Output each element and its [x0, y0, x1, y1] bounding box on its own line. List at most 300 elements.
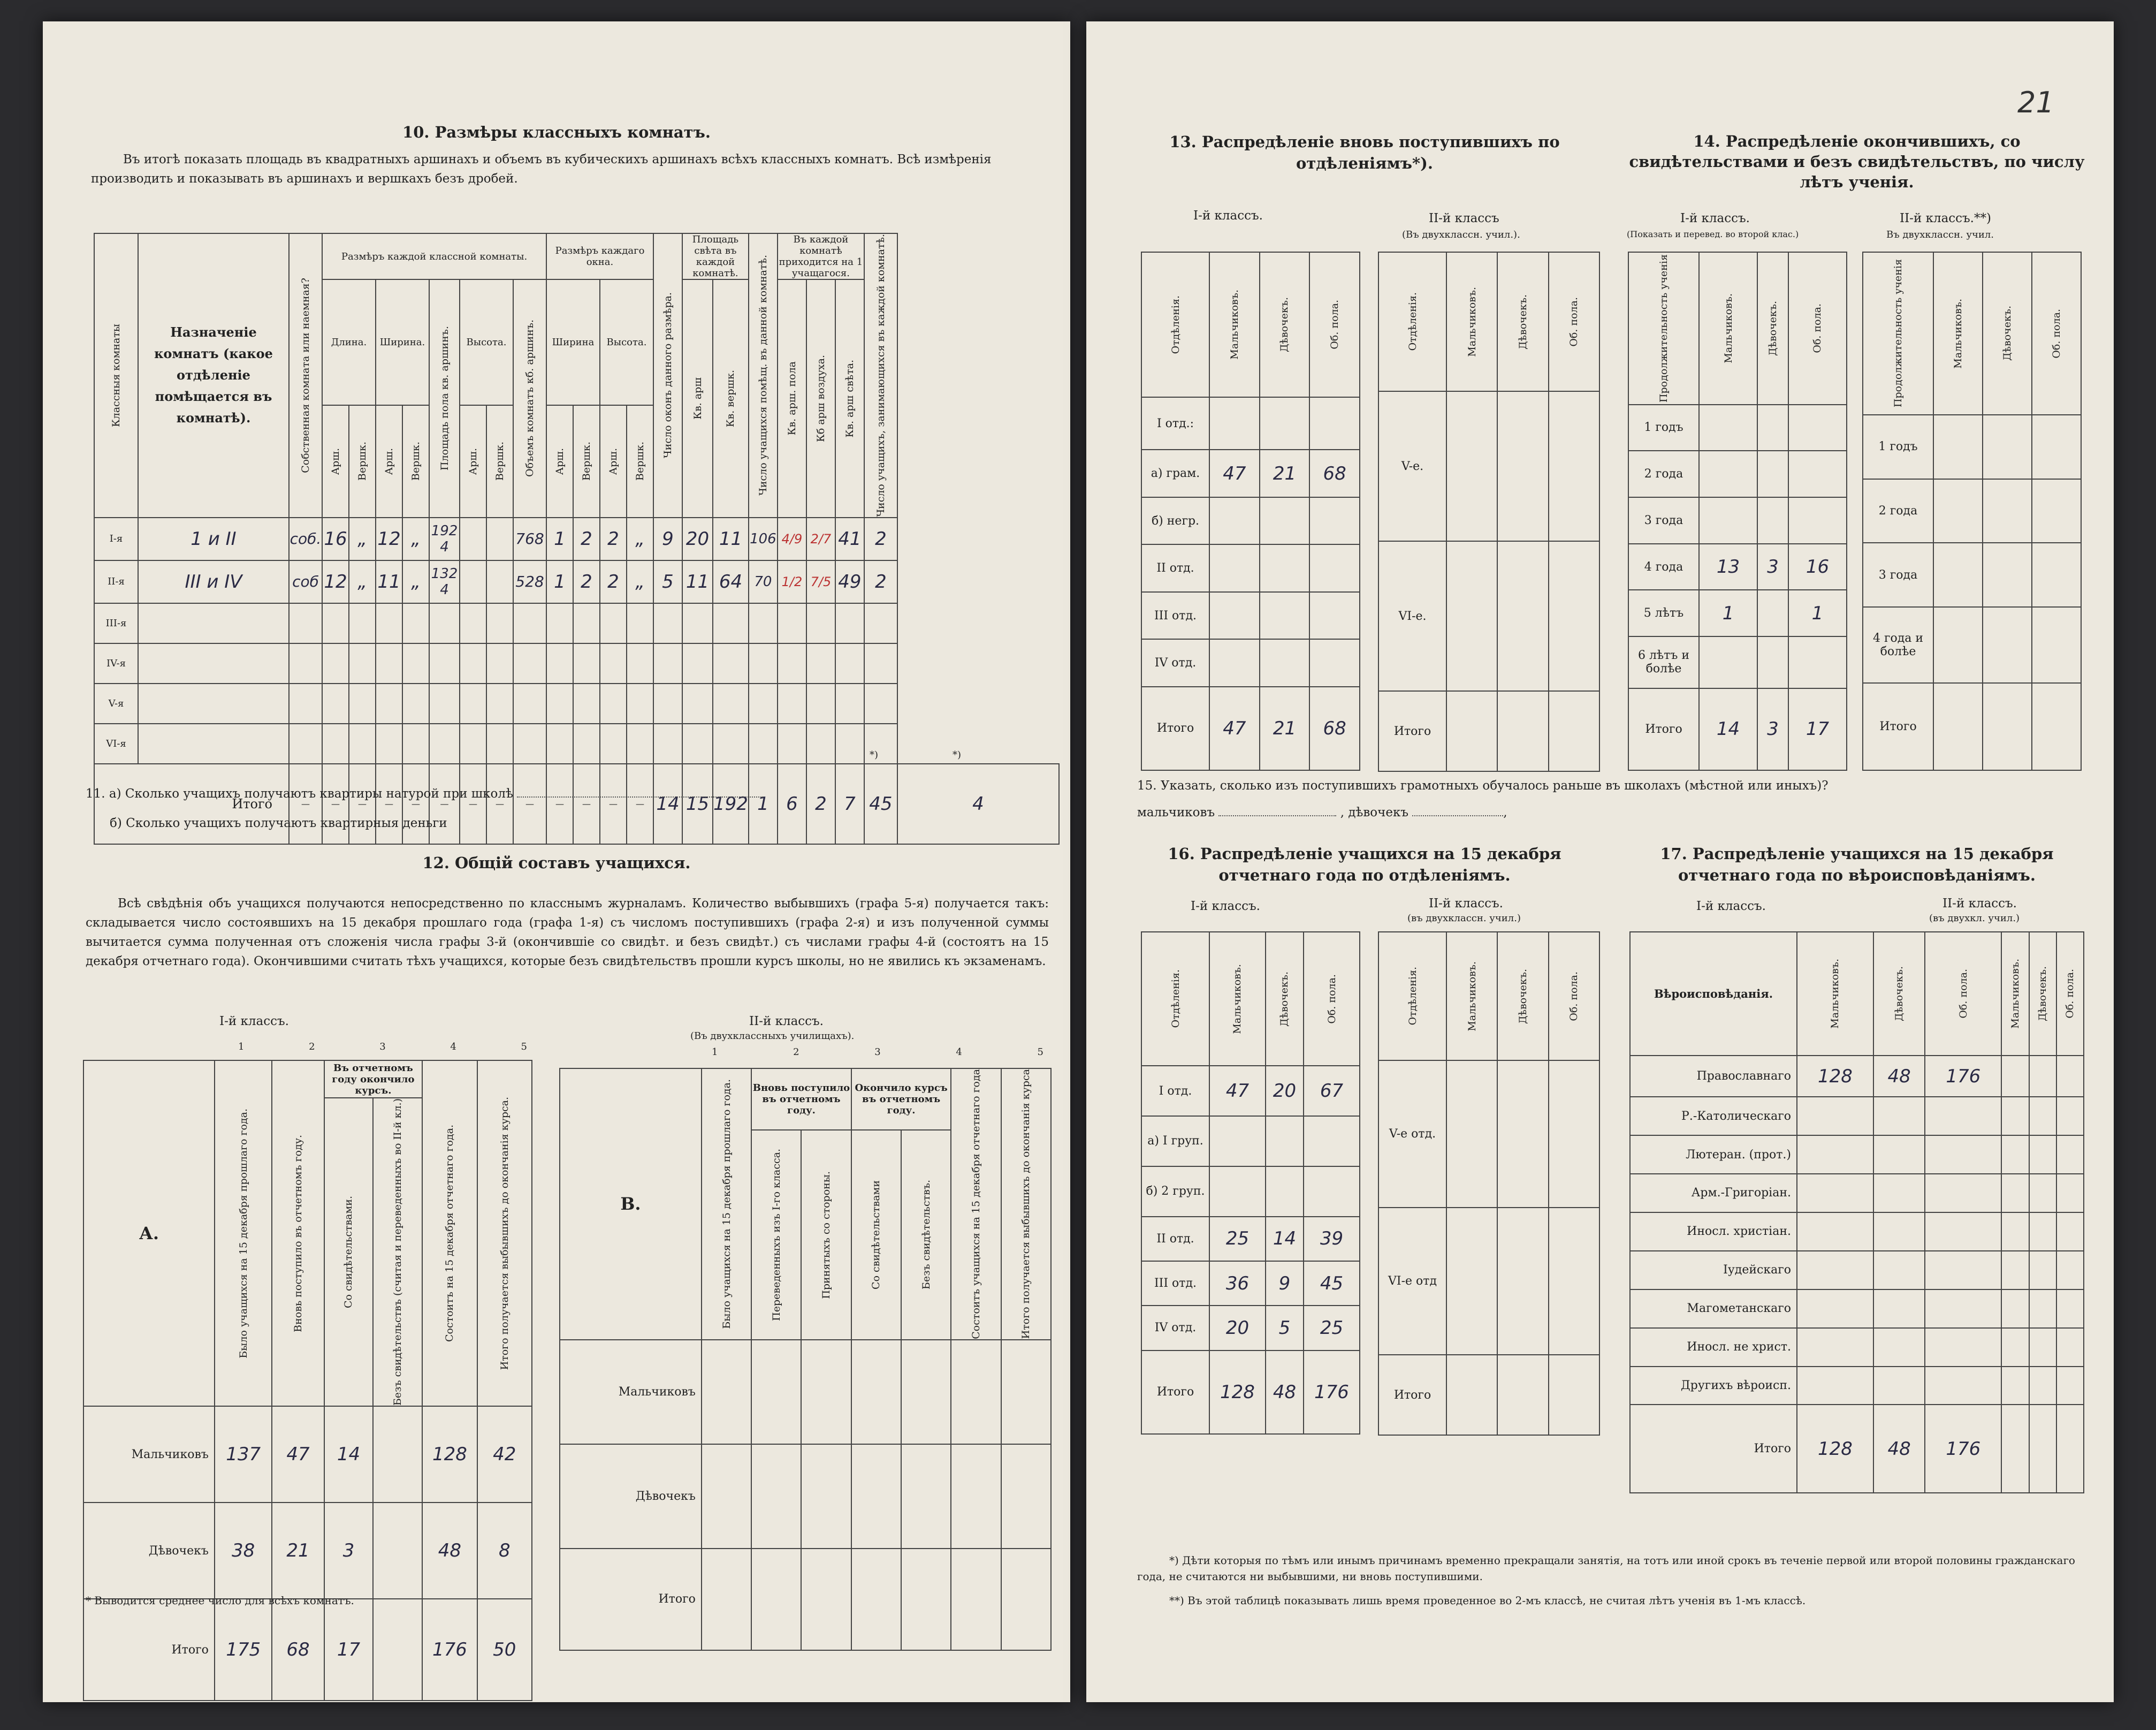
cell-value: 1/2: [778, 560, 806, 603]
total-value: 2: [806, 764, 835, 844]
class-b-table: [559, 1068, 1052, 1651]
col-win-width: Ширина: [546, 279, 600, 405]
total-label: Итого: [94, 764, 289, 844]
s14-class2-sub: Въ двухклассн. учил.: [1886, 229, 1994, 240]
col-purpose: Назначеніе комнатъ (какое отдѣленіе помѣщается въ комнатѣ).: [138, 233, 289, 518]
cell-value: 128: [422, 1406, 477, 1503]
col-per-pupil: Въ каждой комнатѣ приходится на 1 учащагося.: [778, 233, 864, 279]
cell-value: 49: [835, 560, 864, 603]
cell-value: 64: [713, 560, 749, 603]
cell-value: 1: [546, 518, 573, 560]
col-header: Переведенныхъ изъ I-го класса.: [770, 1148, 782, 1321]
s17-table: [1629, 931, 2084, 1493]
col-header: Итого получается выбывшихъ до окончанія курса.: [498, 1096, 511, 1370]
cell-value: 9: [1266, 1261, 1304, 1306]
col-light: Площадь свѣта въ каждой комнатѣ.: [682, 233, 749, 279]
class-b-col-nums: [712, 1046, 1043, 1058]
col-header: Отдѣленія.: [1406, 292, 1419, 351]
col-vershk: Вершк.: [494, 442, 506, 481]
row-label: III отд.: [1141, 1261, 1209, 1306]
left-footnote: * Выводится среднее число для всѣхъ комнатъ.: [86, 1594, 354, 1607]
total-row: Итого — — — — — — — — — — — — — 14 15 192 1 6 2 7 45 4: [94, 764, 1059, 844]
col-pupils-in-room: Число учащихся помѣщ. въ данной комнатѣ.: [757, 255, 769, 496]
cell-value: 47: [1209, 450, 1260, 497]
row-label: II-я: [94, 560, 138, 603]
row-label: III-я: [94, 603, 138, 643]
col-header: Продолжительность ученія: [1892, 259, 1904, 408]
cell-value: 41: [835, 518, 864, 560]
col-num: 3: [874, 1046, 881, 1058]
cell-value: „: [402, 518, 429, 560]
cell-value: 25: [1304, 1306, 1360, 1350]
cell-value: 38: [215, 1503, 272, 1599]
row-label: I отд.:: [1141, 397, 1209, 450]
row-label: 5 лѣтъ: [1628, 590, 1699, 636]
row-label: б) негр.: [1141, 497, 1209, 544]
table-row: [83, 1599, 532, 1701]
cell-value: 21: [1260, 450, 1310, 497]
col-count-pupils: Число учащихъ, занимающихся въ каждой комнатѣ.: [874, 234, 887, 517]
row-label: Дѣвочекъ: [83, 1503, 215, 1599]
col-faith: Вѣроисповѣданія.: [1630, 932, 1797, 1056]
cell-value: 20: [1266, 1066, 1304, 1116]
cell-value: 45: [1304, 1261, 1360, 1306]
section-16-title: 16. Распредѣленіе учащихся на 15 декабря отчетнаго года по отдѣленіямъ.: [1168, 845, 1561, 884]
cell-value: 7/5: [806, 560, 835, 603]
col-header: Принятыхъ со стороны.: [820, 1171, 833, 1299]
cell-value: „: [349, 560, 376, 603]
row-label: II отд.: [1141, 1217, 1209, 1261]
row-label: 1 годъ: [1863, 415, 1933, 479]
col-num: 2: [309, 1041, 315, 1052]
table-row: [560, 1444, 1051, 1549]
col-volume: Объемъ комнатъ кб. аршинъ.: [524, 320, 536, 477]
row-label: 3 года: [1628, 497, 1699, 544]
col-light-kv: Кв. арш свѣта.: [843, 359, 856, 437]
col-header: Дѣвочекъ.: [2037, 966, 2049, 1022]
row-label: II отд.: [1141, 544, 1209, 591]
col-header: Дѣвочекъ.: [1766, 300, 1779, 356]
cell-value: [1209, 1116, 1266, 1166]
s13-class2-sub: (Въ двухклассн. учил.).: [1402, 229, 1520, 240]
col-header: Дѣвочекъ.: [1517, 968, 1529, 1024]
cell-value: 2: [864, 560, 897, 603]
col-header: Безъ свидѣтельствъ.: [920, 1180, 932, 1290]
s14-class1: I-й классъ.: [1680, 211, 1750, 225]
col-header: Дѣвочекъ.: [1278, 297, 1291, 352]
cell-value: [373, 1599, 422, 1701]
s16-class1: I-й классъ.: [1191, 899, 1260, 913]
col-num: 4: [450, 1041, 456, 1052]
row-label: I отд.: [1141, 1066, 1209, 1116]
total-value: 45: [864, 764, 897, 844]
cell-value: 5: [1266, 1306, 1304, 1350]
col-header: Состоитъ на 15 декабря отчетнаго года.: [444, 1125, 456, 1342]
cell-value: 14: [324, 1406, 374, 1503]
total-value: 15: [682, 764, 713, 844]
row-label: Мальчиковъ: [83, 1406, 215, 1503]
s14-table-2: [1862, 252, 2082, 771]
cell-value: [1304, 1116, 1360, 1166]
cell-value: „: [627, 518, 653, 560]
section-13-title: 13. Распредѣленіе вновь поступившихъ по отдѣленіямъ*).: [1169, 133, 1560, 172]
total-value: 1: [749, 764, 778, 844]
row-label: 2 года: [1863, 479, 1933, 543]
cell-value: [1304, 1166, 1360, 1217]
cell-value: [1757, 590, 1788, 636]
cell-value: 11: [682, 560, 713, 603]
cell-value: 70: [749, 560, 778, 603]
col-vershk: Вершк.: [581, 442, 592, 481]
row-label: Итого: [83, 1599, 215, 1701]
cell-value: 39: [1304, 1217, 1360, 1261]
col-header: Было учащихся на 15 декабря прошлаго года.: [720, 1079, 733, 1329]
row-label: Другихъ вѣроисп.: [1630, 1367, 1797, 1405]
cell-value: 14: [1699, 688, 1757, 770]
col-header: Мальчиковъ.: [2009, 959, 2021, 1029]
row-label: Мальчиковъ: [560, 1340, 702, 1444]
rooms-table: [94, 233, 1060, 845]
row-label: Иносл. не христ.: [1630, 1328, 1797, 1367]
class-a-heading: I-й классъ.: [219, 1014, 289, 1028]
section-11-b-text: б) Сколько учащихъ получаютъ квартирныя деньги: [110, 816, 447, 830]
col-header: Отдѣленія.: [1406, 967, 1419, 1026]
cell-value: „: [349, 518, 376, 560]
class-b-subheading: (Въ двухклассныхъ училищахъ).: [690, 1030, 855, 1042]
cell-value: 25: [1209, 1217, 1266, 1261]
cell-value: 68: [1309, 687, 1360, 770]
cell-value: [1266, 1166, 1304, 1217]
row-label: Итого: [1141, 1350, 1209, 1434]
col-header: Мальчиковъ.: [1829, 959, 1841, 1029]
cell-value: 3: [1757, 688, 1788, 770]
col-header: Дѣвочекъ.: [1278, 971, 1291, 1027]
cell-value: 42: [477, 1406, 532, 1503]
row-label: 3 года: [1863, 543, 1933, 607]
col-vershk: Вершк.: [410, 442, 422, 481]
cell-value: [1266, 1116, 1304, 1166]
col-win-size: Размѣръ каждаго окна.: [546, 233, 653, 279]
cell-value: 47: [1209, 1066, 1266, 1116]
cell-value: 13: [1699, 544, 1757, 590]
col-header: Со свидѣтельствами.: [342, 1196, 355, 1309]
s14-table-1: [1628, 252, 1847, 771]
cell-value: 50: [477, 1599, 532, 1701]
cell-value: 4/9: [778, 518, 806, 560]
row-label: Итого: [1378, 1355, 1446, 1435]
class-a-letter: А.: [83, 1060, 215, 1406]
row-label: IV отд.: [1141, 1306, 1209, 1350]
col-header: Мальчиковъ.: [1466, 286, 1478, 357]
col-header: Мальчиковъ.: [1952, 298, 1964, 369]
cell-value: 47: [1209, 687, 1260, 770]
cell-value: 21: [272, 1503, 324, 1599]
right-page: [1086, 21, 2114, 1702]
table-row: [94, 560, 1059, 603]
col-win-height: Высота.: [600, 279, 653, 405]
table-row: [94, 724, 1059, 764]
cell-value: 21: [1260, 687, 1310, 770]
col-header: Мальчиковъ.: [1722, 293, 1734, 363]
s15-boys-label: мальчиковъ: [1137, 806, 1215, 820]
col-header: Отдѣленія.: [1169, 295, 1182, 354]
s17-class1: I-й классъ.: [1696, 899, 1766, 913]
col-rooms: Классныя комнаты: [110, 323, 122, 427]
col-arsh: Арш.: [554, 447, 566, 475]
total-note: *): [870, 749, 879, 761]
col-height: Высота.: [460, 279, 513, 405]
cell-value: 2/7: [806, 518, 835, 560]
cell-value: 128: [1797, 1056, 1873, 1097]
cell-value: 137: [215, 1406, 272, 1503]
col-own: Собственная комната или наемная?: [300, 277, 311, 473]
row-label: V-е отд.: [1378, 1060, 1446, 1208]
cell-value: 11: [713, 518, 749, 560]
row-label: Итого: [1628, 688, 1699, 770]
col-header: Об. пола.: [1329, 299, 1341, 350]
cell-value: 176: [1304, 1350, 1360, 1434]
row-label: V-я: [94, 684, 138, 724]
cell-value: 192 4: [429, 518, 460, 560]
col-arsh: Арш.: [467, 447, 479, 475]
cell-value: [373, 1406, 422, 1503]
cell-value: 132 4: [429, 560, 460, 603]
row-label: 6 лѣтъ и болѣе: [1628, 636, 1699, 688]
class-a-group: Въ отчетномъ году окончило курсъ.: [324, 1060, 423, 1098]
cell-value: 14: [1266, 1217, 1304, 1261]
class-b-heading: II-й классъ.: [749, 1014, 824, 1028]
row-label: б) 2 груп.: [1141, 1166, 1209, 1217]
section-10-intro: Въ итогѣ показать площадь въ квадратныхъ аршинахъ и объемъ въ кубическихъ аршинахъ всѣхъ классныхъ комнатъ. Всѣ измѣренія производить и показывать въ аршинахъ и вершкахъ безъ дробей.: [91, 153, 992, 186]
col-header: Мальчиковъ.: [1231, 963, 1244, 1034]
row-label: Православнаго: [1630, 1056, 1797, 1097]
cell-value: 47: [272, 1406, 324, 1503]
cell-value: 36: [1209, 1261, 1266, 1306]
cell-value: соб: [289, 560, 322, 603]
total-value: 7: [835, 764, 864, 844]
col-header: Об. пола.: [1568, 297, 1580, 347]
total-value: 192: [713, 764, 749, 844]
s16-class2-sub: (въ двухклассн. учил.): [1407, 913, 1521, 924]
row-label: 2 года: [1628, 451, 1699, 497]
cell-value: III и IV: [138, 560, 289, 603]
col-header: Продолжительность ученія: [1658, 254, 1670, 403]
col-header: Об. пола.: [1568, 971, 1580, 1021]
col-size-each: Размѣръ каждой классной комнаты.: [322, 233, 546, 279]
section-17-title: 17. Распредѣленіе учащихся на 15 декабря отчетнаго года по вѣроисповѣданіямъ.: [1660, 845, 2054, 884]
cell-value: 9: [653, 518, 682, 560]
row-label: Итого: [1378, 691, 1446, 771]
s15-girls-label: , дѣвочекъ: [1340, 806, 1408, 820]
right-footnote-1: *) Дѣти которыя по тѣмъ или инымъ причинамъ временно прекращали занятія, на тотъ или иной срокъ въ теченіе первой или второй половины гражданскаго года, не считаются ни выбывшими, ни вновь поступившими.: [1137, 1554, 2075, 1583]
total-note: *): [953, 749, 962, 761]
col-area: Площадь пола кв. аршинъ.: [438, 326, 451, 471]
cell-value: 48: [1266, 1350, 1304, 1434]
row-label: 4 года: [1628, 544, 1699, 590]
s16-class2: II-й классъ.: [1429, 897, 1503, 910]
col-num: 1: [712, 1046, 718, 1058]
row-label: 4 года и болѣе: [1863, 607, 1933, 683]
cell-value: 20: [1209, 1306, 1266, 1350]
cell-value: 1 и II: [138, 518, 289, 560]
col-num: 5: [1037, 1046, 1043, 1058]
cell-value: 176: [422, 1599, 477, 1701]
col-arsh: Арш.: [383, 447, 395, 475]
col-header: Об. пола.: [1811, 303, 1824, 353]
row-label: Итого: [1630, 1405, 1797, 1493]
col-num: 3: [379, 1041, 386, 1052]
cell-value: 176: [1925, 1405, 2001, 1493]
section-15-answers: мальчиковъ , дѣвочекъ ,: [1137, 806, 1507, 820]
row-label: Р.-Католическаго: [1630, 1097, 1797, 1135]
row-label: а) грам.: [1141, 450, 1209, 497]
cell-value: 2: [864, 518, 897, 560]
cell-value: 67: [1304, 1066, 1360, 1116]
col-air: Кб арш воздуха.: [814, 354, 827, 442]
table-row: [94, 643, 1059, 684]
col-win-count: Число оконъ данного размѣра.: [662, 292, 674, 459]
cell-value: соб.: [289, 518, 322, 560]
section-14-title: 14. Распредѣленіе окончившихъ, со свидѣтельствами и безъ свидѣтельствъ, по числу лѣтъ ученія.: [1629, 132, 2085, 191]
col-vershk: Вершк.: [356, 442, 368, 481]
col-header: Об. пола.: [2064, 969, 2076, 1019]
col-arsh: Арш.: [330, 447, 341, 475]
cell-value: 48: [422, 1503, 477, 1599]
cell-value: „: [627, 560, 653, 603]
section-12-intro: Всѣ свѣдѣнія объ учащихся получаются непосредственно по класснымъ журналамъ. Количество выбывшихъ (графа 5-я) получается такъ: складывается число состоявшихъ на 15 декабря прошлаго года (графа 1-я) съ числомъ поступившихъ (графа 2-я) и изъ полученной суммы вычитается сумма полученная отъ сложенія числа графы 3-й (окончившіе со свидѣт. и безъ свидѣт.) съ числами графы 4-й (состоятъ на 15 декабря отчетнаго года). Окончившими считать тѣхъ учащихся, которые безъ свидѣтельствъ прошли курсъ школы, но не явились къ экзаменамъ.: [86, 897, 1049, 968]
row-label: Дѣвочекъ: [560, 1444, 702, 1549]
col-header: Дѣвочекъ.: [1517, 294, 1529, 350]
cell-value: 1: [1788, 590, 1847, 636]
row-label: Лютеран. (прот.): [1630, 1135, 1797, 1174]
cell-value: 48: [1873, 1056, 1925, 1097]
left-page: [43, 21, 1070, 1702]
cell-value: 68: [1309, 450, 1360, 497]
col-vershk: Вершк.: [634, 442, 646, 481]
col-header: Об. пола.: [1957, 969, 1969, 1019]
col-width: Ширина.: [376, 279, 429, 405]
col-header: Вновь поступило въ отчетномъ году.: [292, 1134, 304, 1332]
col-header: Об. пола.: [2051, 308, 2062, 359]
col-floor: Кв. арш. пола: [786, 361, 798, 436]
section-12-title: 12. Общій составъ учащихся.: [422, 854, 691, 872]
cell-value: 8: [477, 1503, 532, 1599]
cell-value: 2: [573, 560, 600, 603]
cell-value: 5: [653, 560, 682, 603]
class-b-group-2: Окончило курсъ въ отчетномъ году.: [851, 1068, 951, 1130]
col-header: Мальчиковъ.: [1228, 290, 1240, 360]
col-header: Об. пола.: [1325, 974, 1338, 1024]
cell-value: 1: [546, 560, 573, 603]
cell-value: 16: [1788, 544, 1847, 590]
cell-value: 17: [1788, 688, 1847, 770]
row-label: I-я: [94, 518, 138, 560]
cell-value: „: [402, 560, 429, 603]
cell-value: 12: [376, 518, 402, 560]
table-row: [560, 1549, 1051, 1650]
col-arsh: Арш.: [607, 447, 619, 475]
cell-value: 1: [1699, 590, 1757, 636]
row-label: VI-я: [94, 724, 138, 764]
row-label: Иносл. христіан.: [1630, 1212, 1797, 1251]
section-11-a-text: 11. а) Сколько учащихъ получаютъ квартиры натурой при школѣ: [86, 787, 513, 801]
cell-value: 12: [322, 560, 349, 603]
row-label: VI-е отд: [1378, 1208, 1446, 1355]
row-label: а) I груп.: [1141, 1116, 1209, 1166]
total-value: 14: [653, 764, 682, 844]
row-label: 1 годъ: [1628, 405, 1699, 451]
cell-value: 528: [513, 560, 546, 603]
s17-class2: II-й классъ.: [1942, 897, 2017, 910]
col-header: Отдѣленія.: [1169, 969, 1182, 1028]
cell-value: 768: [513, 518, 546, 560]
cell-value: 2: [573, 518, 600, 560]
col-header: Итого получается выбывшихъ до окончанія курса: [1020, 1069, 1032, 1339]
row-label: III отд.: [1141, 592, 1209, 639]
row-label: Итого: [1141, 687, 1209, 770]
cell-value: [373, 1503, 422, 1599]
row-label: Арм.-Григоріан.: [1630, 1174, 1797, 1212]
row-label: V-е.: [1378, 391, 1446, 541]
s16-table-2: [1378, 931, 1600, 1436]
s13-table-1: [1141, 252, 1360, 771]
cell-value: 176: [1925, 1056, 2001, 1097]
s14-class1-sub: (Показать и перевед. во второй клас.): [1627, 229, 1799, 239]
cell-value: 48: [1873, 1405, 1925, 1493]
col-header: Состоитъ учащихся на 15 декабря отчетнаго года: [970, 1069, 982, 1339]
s13-table-2: [1378, 252, 1600, 772]
col-kv-arsh: Кв. арш: [691, 377, 704, 420]
cell-value: 16: [322, 518, 349, 560]
table-row: [83, 1503, 532, 1599]
total-value: 6: [778, 764, 806, 844]
col-header: Дѣвочекъ.: [2001, 306, 2013, 361]
table-row: [560, 1340, 1051, 1444]
page-number: 21: [2017, 86, 2054, 119]
cell-value: 128: [1209, 1350, 1266, 1434]
table-row: [94, 603, 1059, 643]
class-b-group-1: Вновь поступило въ отчетномъ году.: [751, 1068, 851, 1130]
col-header: Было учащихся на 15 декабря прошлаго года.: [237, 1108, 249, 1359]
cell-value: 3: [324, 1503, 374, 1599]
s16-table-1: [1141, 931, 1360, 1435]
cell-value: 175: [215, 1599, 272, 1701]
s14-class2: II-й классъ.**): [1900, 211, 1991, 225]
col-kv-vershk: Кв. вершк.: [725, 369, 737, 427]
cell-value: 2: [600, 518, 627, 560]
section-10-title: 10. Размѣры классныхъ комнатъ.: [402, 123, 711, 141]
row-label: IV-я: [94, 643, 138, 684]
section-11-a: [86, 784, 763, 803]
row-label: Итого: [1863, 683, 1933, 770]
col-header: Со свидѣтельствами: [870, 1180, 882, 1289]
cell-value: 17: [324, 1599, 374, 1701]
s13-class2: II-й классъ: [1429, 211, 1499, 225]
class-a-col-nums: [238, 1041, 527, 1052]
col-num: 1: [238, 1041, 245, 1052]
col-header: Дѣвочекъ.: [1893, 966, 1906, 1022]
cell-value: 11: [376, 560, 402, 603]
col-length: Длина.: [322, 279, 376, 405]
total-value: 4: [897, 764, 1059, 844]
table-row: [94, 518, 1059, 560]
cell-value: 2: [600, 560, 627, 603]
s17-class2-sub: (въ двухкл. учил.): [1929, 913, 2020, 924]
row-label: IV отд.: [1141, 639, 1209, 686]
row-label: VI-е.: [1378, 541, 1446, 691]
row-label: Итого: [560, 1549, 702, 1650]
col-num: 2: [793, 1046, 799, 1058]
